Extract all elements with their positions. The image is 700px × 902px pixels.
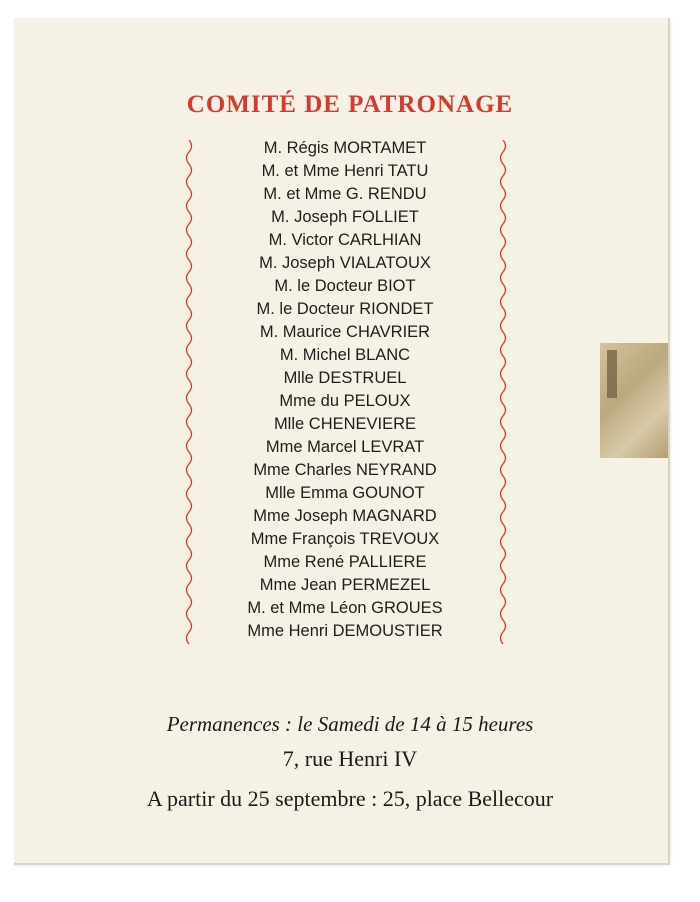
member-name: Mlle Emma GOUNOT	[265, 484, 425, 502]
member-name: Mme René PALLIERE	[263, 553, 427, 571]
wavy-border-left	[182, 140, 196, 645]
members-list	[200, 137, 490, 643]
member-name: M. Régis MORTAMET	[263, 139, 427, 157]
member-name: M. Joseph FOLLIET	[271, 208, 419, 226]
member-name: M. Victor CARLHIAN	[268, 231, 422, 249]
member-name: M. et Mme Henri TATU	[261, 162, 429, 180]
member-name: Mme du PELOUX	[279, 392, 411, 410]
address-text: 7, rue Henri IV	[282, 746, 418, 771]
page-title: COMITÉ DE PATRONAGE	[186, 91, 514, 118]
member-name: Mme Marcel LEVRAT	[265, 438, 425, 456]
new-address-text: A partir du 25 septembre : 25, place Bellecour	[146, 786, 554, 811]
member-name: M. le Docteur RIONDET	[256, 300, 434, 318]
member-name: Mlle DESTRUEL	[283, 369, 407, 387]
member-name: Mme Joseph MAGNARD	[253, 507, 437, 525]
member-name: Mme Charles NEYRAND	[253, 461, 437, 479]
member-name: M. Michel BLANC	[279, 346, 411, 364]
member-name: M. et Mme Léon GROUES	[247, 599, 443, 617]
wavy-border-right	[496, 140, 510, 645]
member-name: M. le Docteur BIOT	[274, 277, 416, 295]
member-name: M. Maurice CHAVRIER	[259, 323, 431, 341]
member-name: M. et Mme G. RENDU	[263, 185, 427, 203]
member-name: Mme Henri DEMOUSTIER	[247, 622, 443, 640]
member-name: Mme Jean PERMEZEL	[259, 576, 431, 594]
member-name: Mlle CHENEVIERE	[273, 415, 417, 433]
permanences-text: Permanences : le Samedi de 14 à 15 heures	[166, 712, 534, 736]
member-name: M. Joseph VIALATOUX	[259, 254, 431, 272]
member-name: Mme François TREVOUX	[250, 530, 440, 548]
tape-stain-dark	[607, 350, 617, 398]
